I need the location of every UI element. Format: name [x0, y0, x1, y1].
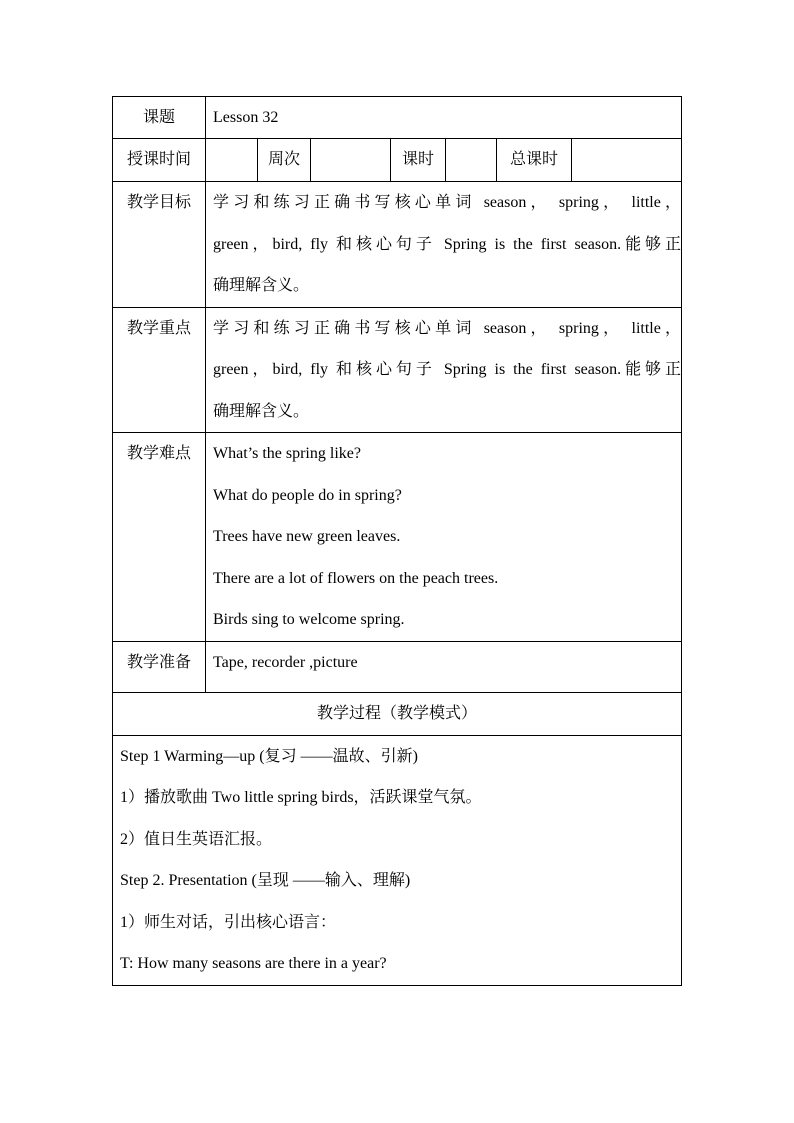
difficulties-label-text: 教学难点 — [126, 445, 191, 462]
topic-row — [113, 97, 682, 139]
period-label: 课时 — [391, 139, 446, 182]
process-line: T: How many seasons are there in a year? — [120, 955, 387, 972]
key-points-label-text: 教学重点 — [126, 319, 191, 337]
key-points-content — [206, 307, 682, 433]
difficulties-line: Trees have new green leaves. — [213, 528, 401, 545]
difficulties-row — [113, 433, 682, 642]
time-label: 授课时间 — [113, 139, 206, 182]
total-periods-label: 总课时 — [497, 139, 572, 182]
week-label: 周次 — [258, 139, 311, 182]
key-points-line: green，bird, fly 和核心句子 Spring is the first season.能够正 — [213, 361, 682, 378]
process-steps — [113, 735, 682, 985]
process-line: 1）播放歌曲 Two little spring birds，活跃课堂气氛。 — [120, 789, 482, 806]
difficulties-line: What do people do in spring? — [213, 486, 402, 504]
objectives-row — [113, 182, 682, 308]
process-line: 2）值日生英语汇报。 — [120, 830, 273, 848]
preparation-row — [113, 641, 682, 692]
period-value-cell — [446, 139, 497, 182]
lesson-plan-table — [112, 96, 682, 986]
process-line: 1）师生对话，引出核心语言： — [120, 913, 337, 931]
week-value-cell — [311, 139, 391, 182]
topic-label: 课题 — [113, 97, 206, 139]
difficulties-content — [206, 433, 682, 642]
preparation-label: 教学准备 — [113, 641, 206, 692]
difficulties-line: Birds sing to welcome spring. — [213, 611, 405, 628]
process-line: Step 1 Warming—up (复习 ——温故、引新) — [120, 747, 418, 765]
objectives-label — [113, 182, 206, 308]
process-header: 教学过程（教学模式） — [113, 692, 682, 735]
difficulties-line: What’s the spring like? — [213, 445, 361, 462]
key-points-line: 学习和练习正确书写核心单词 season， spring， little， — [213, 319, 682, 337]
objectives-line: 确理解含义。 — [213, 277, 310, 294]
objectives-content — [206, 182, 682, 308]
time-value-cell — [206, 139, 258, 182]
difficulties-label — [113, 433, 206, 642]
total-periods-value-cell — [572, 139, 682, 182]
objectives-label-text: 教学目标 — [126, 194, 191, 211]
objectives-line: 学习和练习正确书写核心单词 season， spring， little， — [213, 194, 682, 211]
key-points-label — [113, 307, 206, 433]
schedule-row — [113, 139, 682, 182]
key-points-row — [113, 307, 682, 433]
process-line: Step 2. Presentation (呈现 ——输入、理解) — [120, 872, 411, 889]
preparation-value: Tape, recorder ,picture — [206, 641, 682, 692]
topic-value: Lesson 32 — [206, 97, 682, 139]
process-header-row — [113, 692, 682, 735]
key-points-line: 确理解含义。 — [213, 402, 310, 420]
objectives-line: green，bird, fly 和核心句子 Spring is the first season.能够正 — [213, 235, 682, 253]
process-steps-row — [113, 735, 682, 985]
difficulties-line: There are a lot of flowers on the peach trees. — [213, 569, 499, 587]
